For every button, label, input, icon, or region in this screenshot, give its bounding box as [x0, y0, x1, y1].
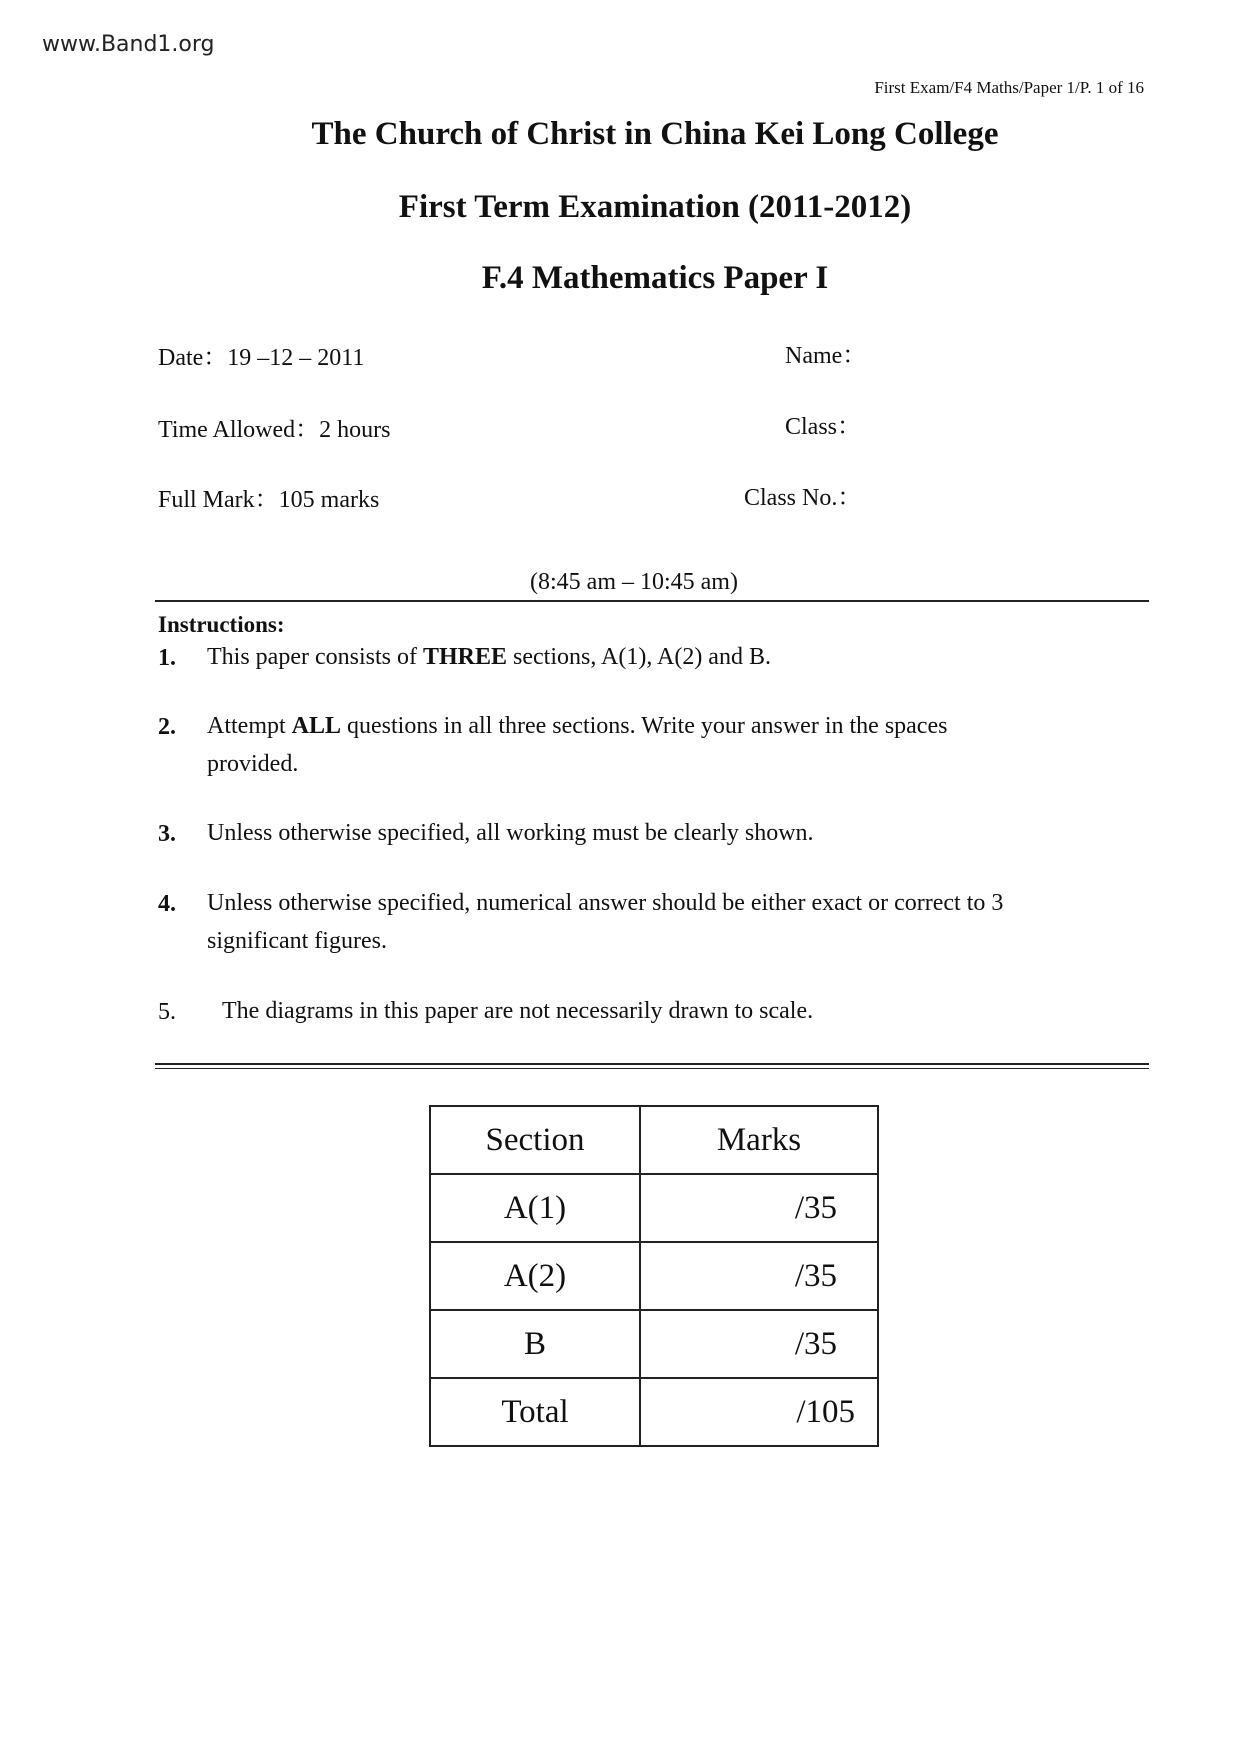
item-emphasis: ALL: [291, 713, 342, 739]
item-number: 1.: [158, 645, 176, 671]
divider: [155, 600, 1149, 602]
name-label: Name：: [785, 343, 867, 369]
marks-cell: /35: [640, 1174, 878, 1242]
item-text: Unless otherwise specified, all working must be clearly shown.: [207, 820, 814, 846]
item-number: 4.: [158, 891, 176, 917]
item-number: 2.: [158, 714, 176, 740]
item-text: The diagrams in this paper are not necessarily drawn to scale.: [222, 998, 814, 1024]
item-emphasis: THREE: [422, 644, 507, 670]
item-number: 3.: [158, 821, 176, 847]
exam-date: Date：19 –12 – 2011: [158, 345, 365, 371]
item-text: sections, A(1), A(2) and B.: [507, 644, 771, 670]
header-section: Section: [430, 1106, 640, 1174]
divider: [155, 1063, 1149, 1065]
instructions-heading: Instructions:: [158, 612, 285, 637]
marks-cell: /105: [640, 1378, 878, 1446]
item-number: 5.: [158, 999, 176, 1025]
exam-title: First Term Examination (2011-2012): [398, 189, 912, 225]
item-text: This paper consists of: [207, 644, 423, 670]
item-text: Unless otherwise specified, numerical answer should be either exact or correct to 3: [207, 890, 1004, 916]
table-row: [430, 1174, 878, 1242]
time-allowed: Time Allowed：2 hours: [158, 417, 391, 443]
class-no-label: Class No.：: [744, 485, 862, 511]
section-cell: A(2): [430, 1242, 640, 1310]
table-row: [430, 1378, 878, 1446]
section-cell: A(1): [430, 1174, 640, 1242]
watermark: www.Band1.org: [42, 32, 215, 57]
divider: [155, 1068, 1149, 1069]
section-cell: B: [430, 1310, 640, 1378]
table-row: [430, 1242, 878, 1310]
item-text: significant figures.: [207, 928, 387, 954]
marks-cell: /35: [640, 1242, 878, 1310]
header-marks: Marks: [640, 1106, 878, 1174]
exam-time-range: (8:45 am – 10:45 am): [530, 569, 738, 595]
paper-title: F.4 Mathematics Paper I: [481, 260, 829, 296]
table-row: [430, 1310, 878, 1378]
item-text: questions in all three sections. Write your answer in the spaces: [341, 713, 948, 739]
marks-cell: /35: [640, 1310, 878, 1378]
item-text: provided.: [207, 751, 299, 777]
marks-table: [429, 1105, 879, 1447]
item-text: Attempt: [207, 713, 292, 739]
full-mark: Full Mark：105 marks: [158, 487, 380, 513]
section-cell: Total: [430, 1378, 640, 1446]
class-label: Class：: [785, 414, 862, 440]
page-header: First Exam/F4 Maths/Paper 1/P. 1 of 16: [874, 78, 1144, 97]
school-title: The Church of Christ in China Kei Long College: [311, 116, 999, 152]
table-header-row: [430, 1106, 878, 1174]
